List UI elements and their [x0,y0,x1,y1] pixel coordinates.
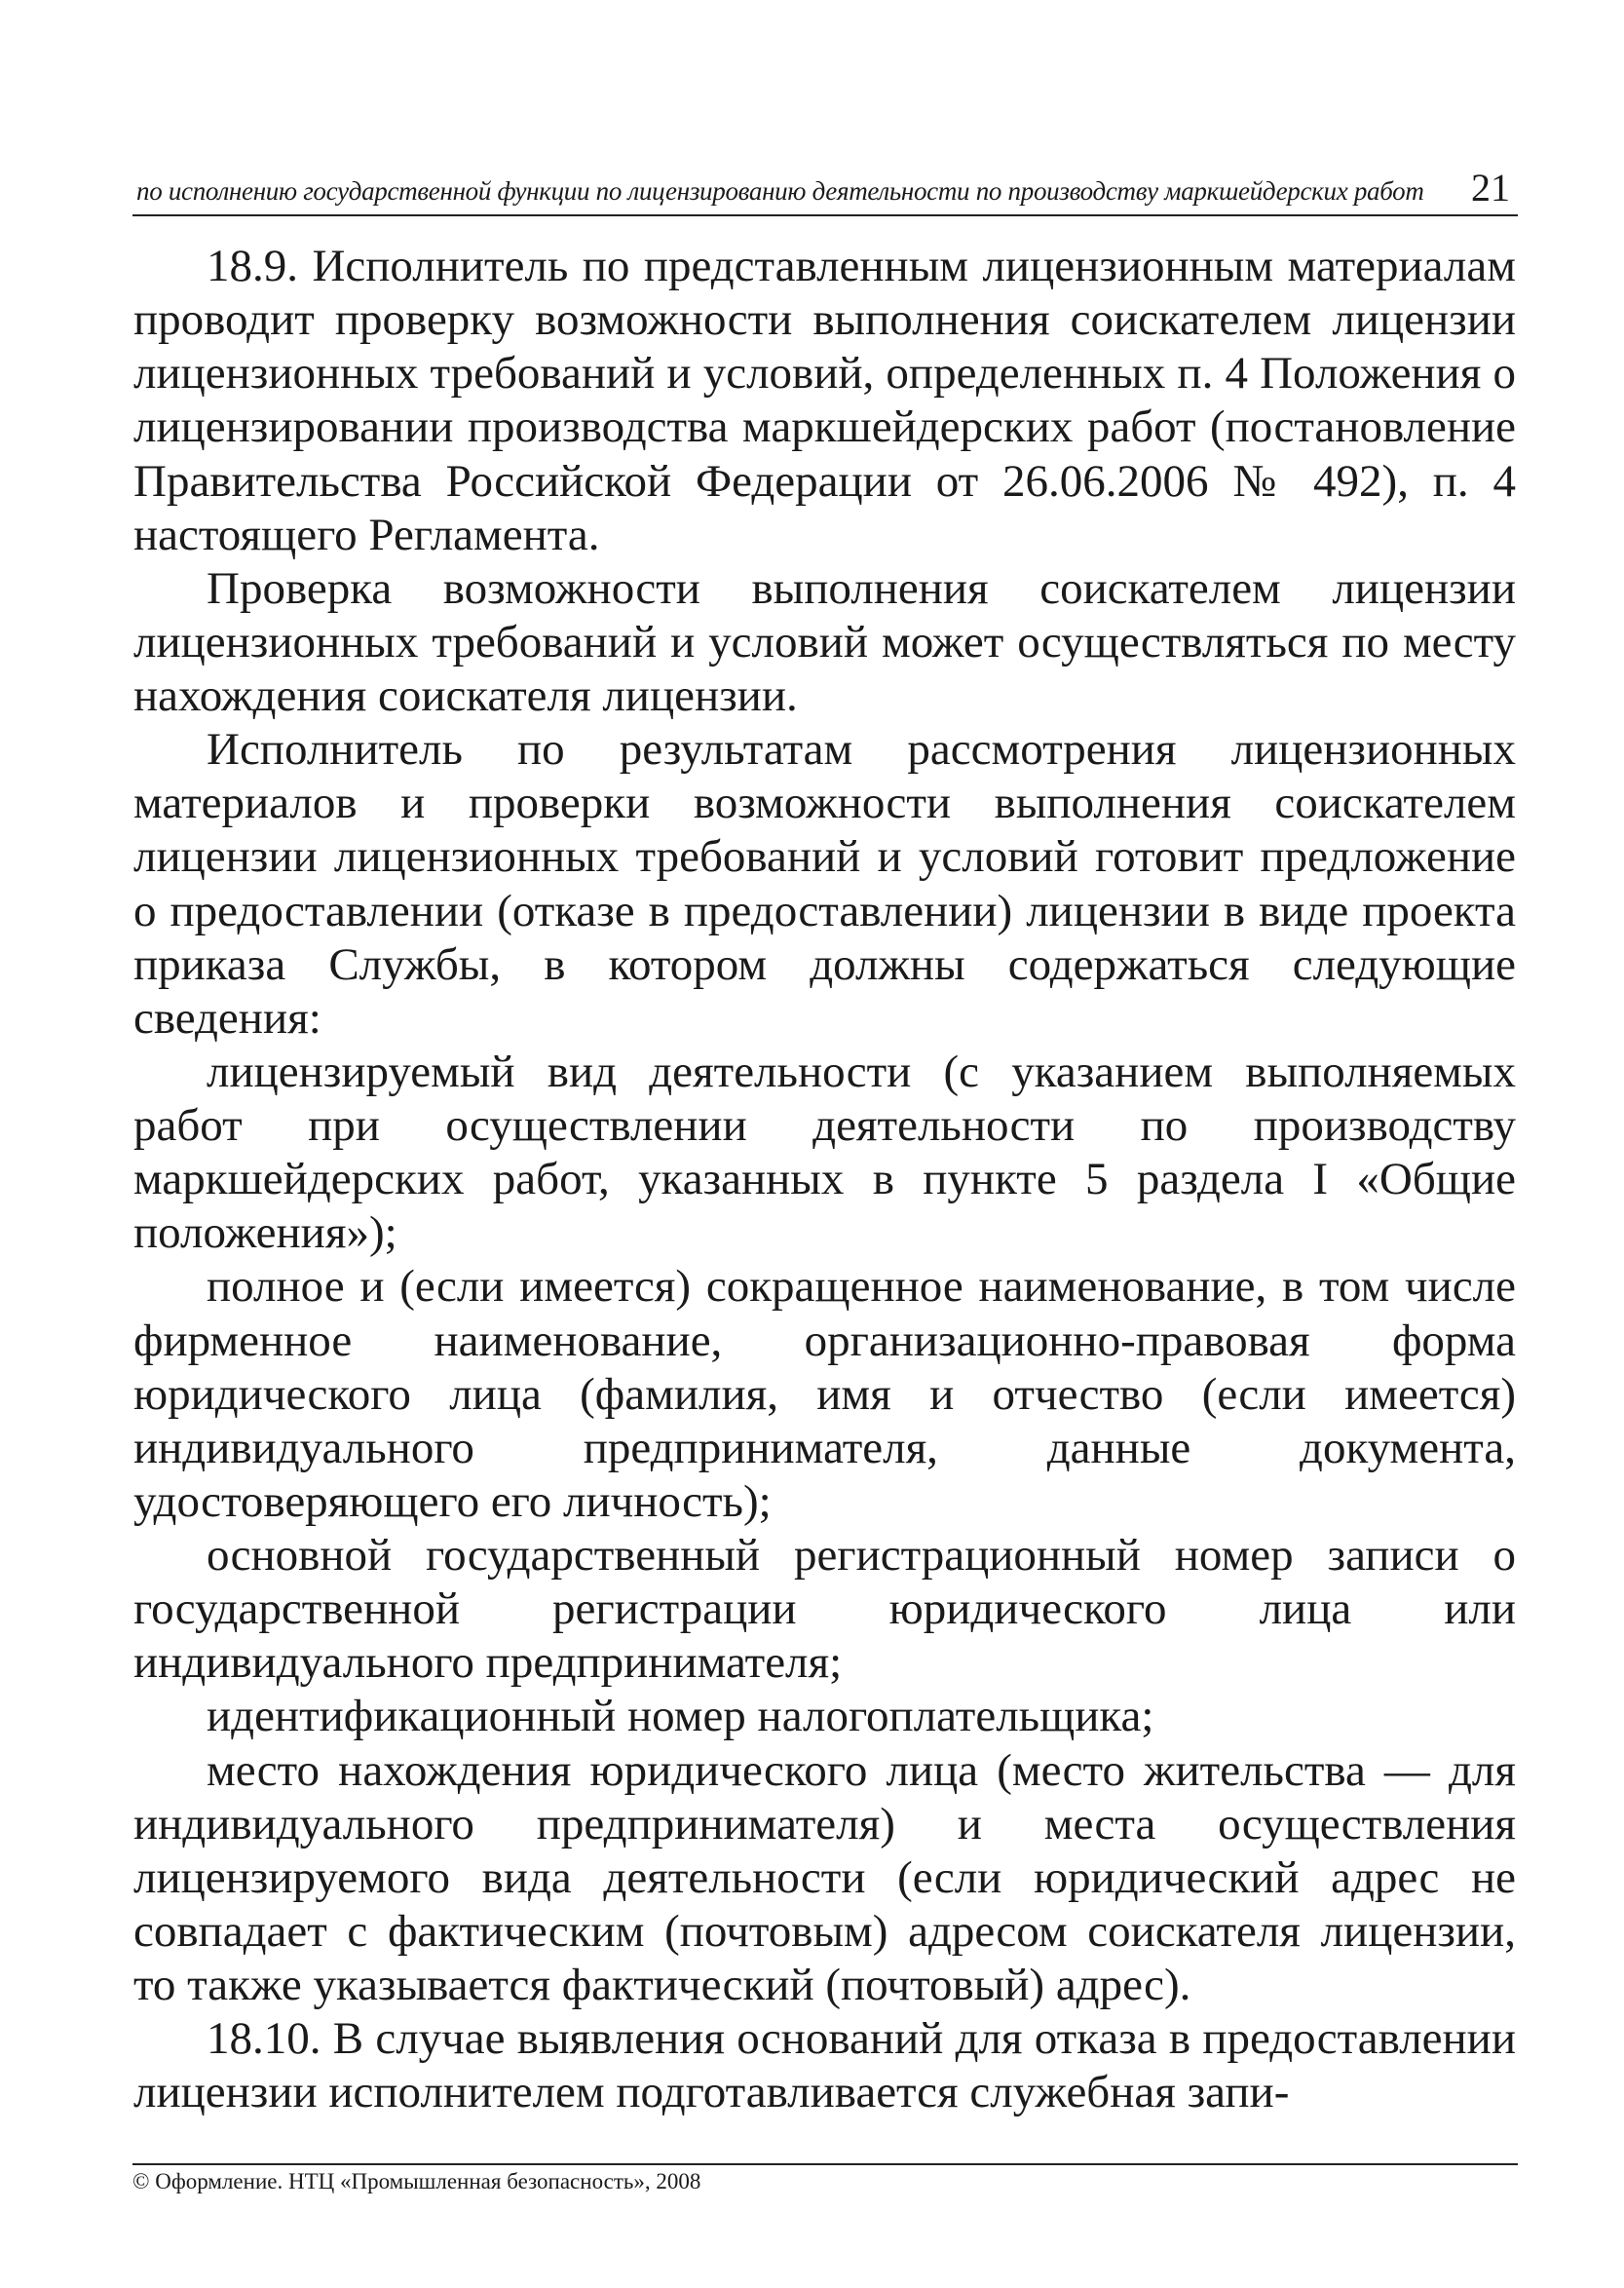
running-header [132,164,1518,216]
list-item-registration-number: основной государственный регистрационный номер записи о государственной регистрации юридического лица или индивидуального предпринимателя; [133,1530,1516,1689]
page-number: 21 [1471,166,1510,210]
list-item-taxpayer-number: идентификационный номер налогоплательщика; [207,1691,1154,1742]
footer-divider [132,2163,1518,2165]
paragraph-18-10: 18.10. В случае выявления оснований для отказа в предоставлении лицензии исполнителем подготавливается служебная запи- [133,2013,1516,2118]
paragraph-proposal: Исполнитель по результатам рассмотрения лицензионных материалов и проверки возможности выполнения соискателем лицензии лицензионных требований и условий готовит предложение о предоставлении (отказе в предоставлении) лицензии в виде проекта приказа Службы, в котором должны содержаться следующие сведения: [133,724,1516,1044]
list-item-location: место нахождения юридического лица (место жительства — для индивидуального предпринимателя) и места осуществления лицензируемого вида деятельности (если юридический адрес не совпадает с фактическим (почтовым) адресом соискателя лицензии, то также указывается фактический (почтовый) адрес). [133,1744,1516,2010]
list-item-name: полное и (если имеется) сокращенное наименование, в том числе фирменное наименование, организационно-правовая форма юридического лица (фамилия, имя и отчество (если имеется) индивидуального предпринимателя, данные документа, удостоверяющего его личность); [133,1261,1516,1527]
paragraph-18-9: 18.9. Исполнитель по представленным лицензионным материалам проводит проверку возможности выполнения соискателем лицензии лицензионных требований и условий, определенных п. 4 Положения о лицензировании производства маркшейдерских работ (постановление Правительства Российской Федерации от 26.06.2006 № 492), п. 4 настоящего Регламента. [133,241,1516,560]
running-title: по исполнению государственной функции по лицензированию деятельности по производству маркшейдерских работ [136,176,1424,206]
footer-copyright: © Оформление. НТЦ «Промышленная безопасность», 2008 [132,2169,701,2193]
body-text [133,240,1516,2119]
list-item-activity-type: лицензируемый вид деятельности (с указанием выполняемых работ при осуществлении деятельности по производству маркшейдерских работ, указанных в пункте 5 раздела I «Общие положения»); [133,1046,1516,1259]
paragraph-verification-place: Проверка возможности выполнения соискателем лицензии лицензионных требований и условий может осуществляться по месту нахождения соискателя лицензии. [133,562,1516,721]
